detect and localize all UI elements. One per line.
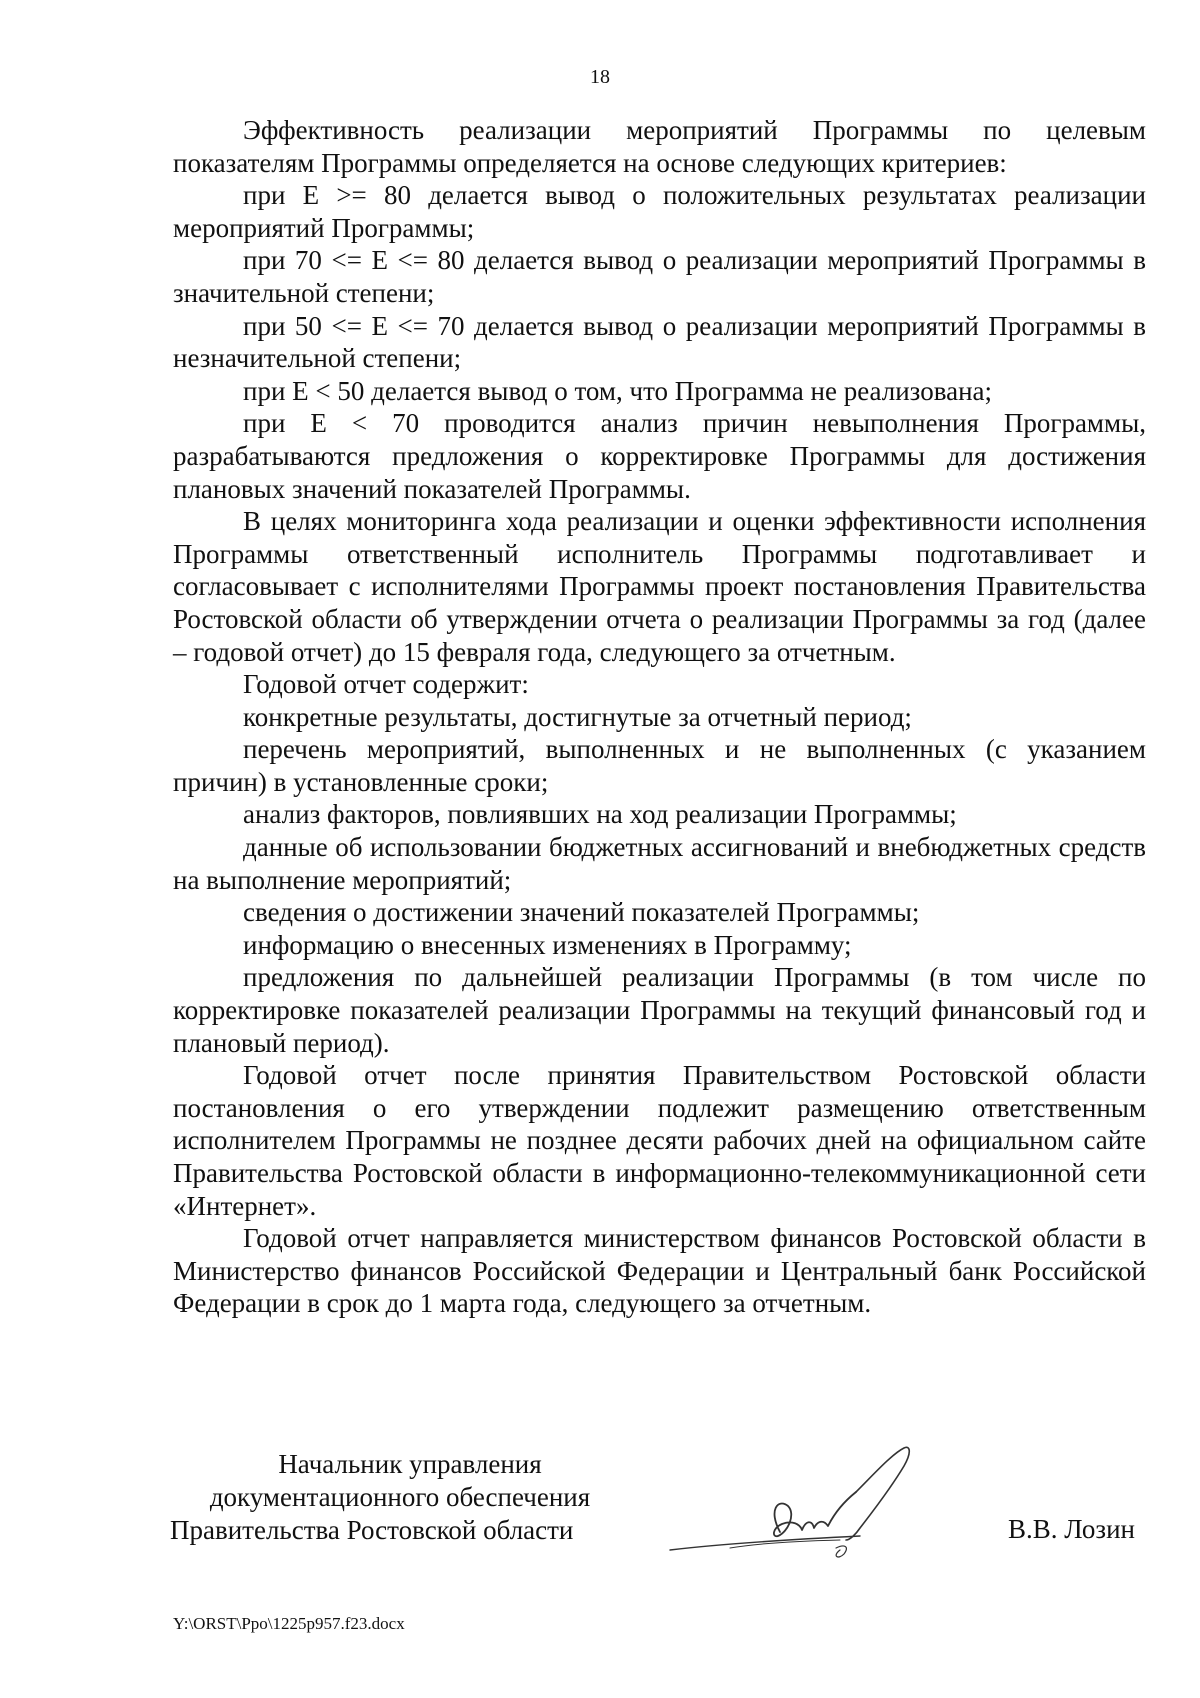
- paragraph: при 50 <= E <= 70 делается вывод о реализации мероприятий Программы в незначительной степени;: [173, 310, 1146, 374]
- paragraph: сведения о достижении значений показателей Программы;: [243, 897, 920, 928]
- paragraph: при E < 70 проводится анализ причин невыполнения Программы, разрабатываются предложения о корректировке Программы для достижения плановых значений показателей Программы.: [173, 408, 1146, 504]
- signer-name: В.В. Лозин: [1008, 1514, 1135, 1544]
- paragraph: В целях мониторинга хода реализации и оценки эффективности исполнения Программы ответственный исполнитель Программы подготавливает и согласовывает с исполнителями Программы проект постановления Правительства Ростовской области об утверждении отчета о реализации Программы за год (далее – годовой отчет) до 15 февраля года, следующего за отчетным.: [173, 506, 1146, 667]
- document-body: [173, 114, 1146, 1320]
- paragraph: конкретные результаты, достигнутые за отчетный период;: [243, 701, 912, 732]
- signatory-title: [170, 1448, 610, 1547]
- paragraph: Эффективность реализации мероприятий Программы по целевым показателям Программы определяется на основе следующих критериев:: [173, 115, 1146, 178]
- paragraph: при E >= 80 делается вывод о положительных результатах реализации мероприятий Программы;: [173, 180, 1146, 243]
- paragraph: Годовой отчет направляется министерством финансов Ростовской области в Министерство финансов Российской Федерации и Центральный банк Российской Федерации в срок до 1 марта года, следующего за отчетным.: [173, 1223, 1146, 1319]
- paragraph: данные об использовании бюджетных ассигнований и внебюджетных средств на выполнение мероприятий;: [173, 832, 1146, 895]
- file-path: Y:\ORST\Ppo\1225p957.f23.docx: [173, 1614, 405, 1633]
- paragraph: предложения по дальнейшей реализации Программы (в том числе по корректировке показателей реализации Программы на текущий финансовый год и плановый период).: [173, 962, 1146, 1058]
- signatory-title-line: Начальник управления: [278, 1449, 542, 1479]
- paragraph: Годовой отчет содержит:: [243, 669, 529, 700]
- paragraph: при E < 50 делается вывод о том, что Программа не реализована;: [243, 375, 992, 406]
- page-number: 18: [590, 66, 610, 88]
- handwritten-signature-icon: [660, 1440, 950, 1570]
- paragraph: анализ факторов, повлиявших на ход реализации Программы;: [243, 799, 957, 830]
- paragraph: при 70 <= E <= 80 делается вывод о реализации мероприятий Программы в значительной степени;: [173, 245, 1146, 308]
- signatory-title-line: Правительства Ростовской области: [170, 1515, 574, 1545]
- signatory-title-line: документационного обеспечения: [209, 1482, 591, 1512]
- paragraph: перечень мероприятий, выполненных и не выполненных (с указанием причин) в установленные сроки;: [173, 734, 1146, 797]
- paragraph: информацию о внесенных изменениях в Программу;: [243, 929, 852, 960]
- paragraph: Годовой отчет после принятия Правительством Ростовской области постановления о его утверждении подлежит размещению ответственным исполнителем Программы не позднее десяти рабочих дней на официальном сайте Правительства Ростовской области в информационно-телекоммуникационной сети «Интернет».: [173, 1060, 1146, 1221]
